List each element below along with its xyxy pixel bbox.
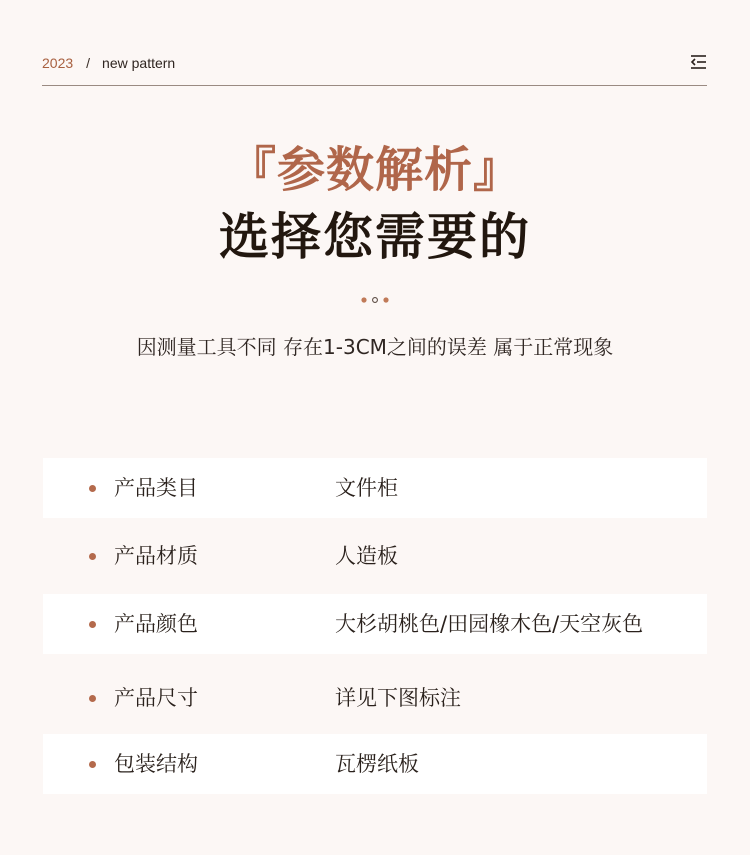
bullet-dot (89, 695, 96, 702)
param-label: 产品类目 (114, 476, 198, 500)
decorative-dots (360, 296, 390, 304)
param-row-material (43, 526, 707, 586)
year-label: 2023 (42, 55, 74, 71)
bullet-dot (89, 761, 96, 768)
bullet-dot (89, 621, 96, 628)
param-row-color (43, 594, 707, 654)
param-value: 大杉胡桃色/田园橡木色/天空灰色 (335, 612, 644, 636)
param-value: 文件柜 (335, 476, 398, 500)
param-row-category (43, 458, 707, 518)
param-label: 产品材质 (114, 544, 198, 568)
param-value: 详见下图标注 (335, 686, 461, 710)
param-row-size (43, 668, 707, 728)
param-value: 瓦楞纸板 (335, 752, 419, 776)
header-divider (42, 85, 707, 86)
bullet-dot (89, 485, 96, 492)
top-bar (42, 52, 707, 74)
param-value: 人造板 (335, 544, 398, 568)
section-heading: 选择您需要的 (219, 208, 531, 266)
bullet-dot (89, 553, 96, 560)
param-label: 包装结构 (114, 752, 198, 776)
measurement-note: 因测量工具不同 存在1-3CM之间的误差 属于正常现象 (136, 335, 614, 359)
breadcrumb-label: new pattern (102, 55, 176, 71)
param-label: 产品尺寸 (114, 686, 198, 710)
menu-collapse-icon[interactable] (690, 54, 707, 70)
param-label: 产品颜色 (114, 612, 198, 636)
section-title: 『参数解析』 (227, 142, 522, 198)
breadcrumb-separator: / (86, 55, 91, 71)
param-row-packaging (43, 734, 707, 794)
